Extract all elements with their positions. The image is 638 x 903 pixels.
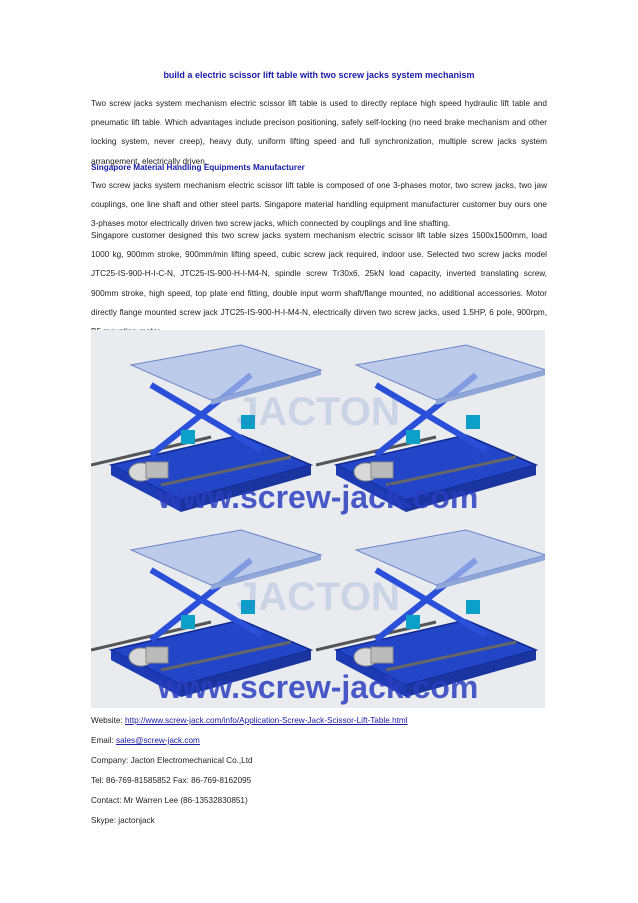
email-label: Email: [91,736,117,745]
watermark-url-top: www.screw-jack.com [157,479,479,515]
website-label: Website: [91,716,125,725]
email-link[interactable]: sales@screw-jack.com [116,736,200,745]
section-heading: Singapore Material Handling Equipments Manufacturer [91,163,305,172]
svg-text:JACTON: JACTON [236,575,400,619]
website-line [91,716,408,725]
watermark-url-bottom: www.screw-jack.com [157,669,479,705]
phone-line: Tel: 86-769-81585852 Fax: 86-769-8162095 [91,776,252,785]
intro-paragraph: Two screw jacks system mechanism electric scissor lift table is used to directly replace high speed hydraulic lift table and pneumatic lift table. Which advantages include precison positioning, safely self-locking (no need brake mechanism and other locking system, never creep), heavy duty, uniform lifting speed and full synchronization, multiple screw jacks system arrangement, electrically driven. [91,99,547,166]
document-title: build a electric scissor lift table with two screw jacks system mechanism [163,70,475,80]
company-line: Company: Jacton Electromechanical Co.,Ltd [91,756,253,765]
composition-paragraph: Two screw jacks system mechanism electric scissor lift table is composed of one 3-phases motor, two screw jacks, two jaw couplings, one line shaft and other steel parts. Singapore material handling equipment manufacturer customer buy ours one 3-phases motor electrically driven two screw jacks, which connected by couplings and line shafting. [91,181,547,229]
skype-line: Skype: jactonjack [91,816,155,825]
contact-person-line: Contact: Mr Warren Lee (86-13532830851) [91,796,248,805]
website-link[interactable]: http://www.screw-jack.com/info/Application-Screw-Jack-Scissor-Lift-Table.html [124,716,408,725]
svg-text:JACTON: JACTON [236,390,400,434]
lift-table-illustration [91,330,545,708]
email-line [91,736,200,745]
lift-table-image [91,330,545,708]
specification-paragraph: Singapore customer designed this two screw jacks system mechanism electric scissor lift table sizes 1500x1500mm, load 1000 kg, 900mm stroke, 900mm/min lifting speed, cubic screw jack required, indoor use. Selected two screw jacks model JTC25-IS-900-H-I-C-N, JTC25-IS-900-H-I-M4-N, spindle screw Tr30x6, 25kN load capacity, inverted translating screw, 900mm stroke, high speed, top plate end fitting, double input worm shaft/flange mounted, no additional accessories. Motor directly flange mounted screw jack JTC25-IS-900-H-I-M4-N, electrically dirven two screw jacks, used 1.5HP, 6 pole, 900rpm, [91,231,547,317]
